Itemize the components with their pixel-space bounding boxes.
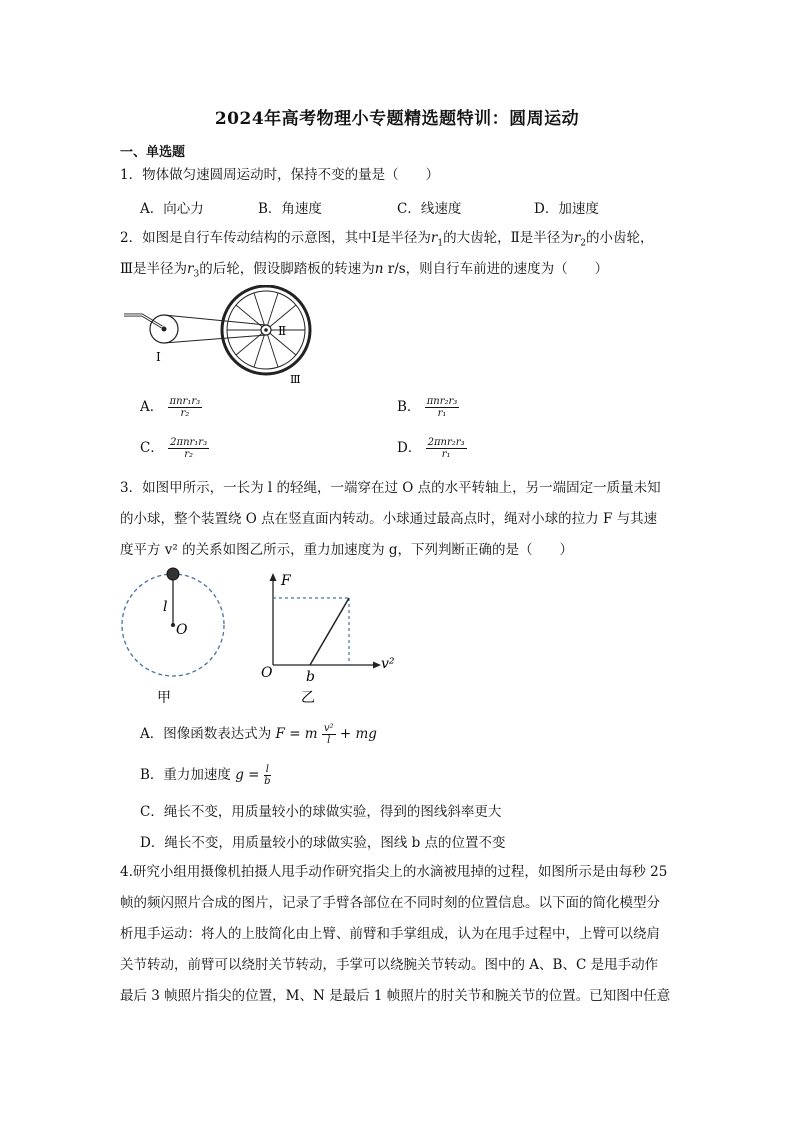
q4-line-3: 析甩手运动：将人的上肢简化由上臂、前臂和手掌组成，认为在甩手过程中，上臂可以绕肩 (120, 926, 660, 942)
figure-yi (261, 573, 395, 706)
label-l: l (163, 599, 168, 615)
q2-option-c: C． $\frac{\text{2πnr₁r₃}}{\text{r₂}}$ (140, 437, 208, 460)
q1-option-c: C．线速度 (397, 201, 462, 217)
label-v2-axis: v² (381, 656, 395, 672)
q3-option-a: A．图像函数表达式为 F = m $\frac{\text{v²}}{l}$ + mg (140, 723, 377, 746)
label-rear-wheel: Ⅲ (290, 373, 301, 385)
label-small-sprocket: Ⅱ (278, 324, 287, 338)
label-yi: 乙 (301, 690, 315, 706)
q4-line-5: 最后 3 帧照片指尖的位置，M、N 是最后 1 帧照片的肘关节和腕关节的位置。已知图中任意 (120, 988, 671, 1004)
q1-stem: 1．物体做匀速圆周运动时，保持不变的量是（ ） (120, 167, 440, 183)
label-big-sprocket: Ⅰ (156, 350, 161, 364)
q3-line-2: 的小球，整个装置绕 O 点在竖直面内转动。小球通过最高点时，绳对小球的拉力 F 与其速 (120, 511, 658, 527)
q3-option-c: C．绳长不变，用质量较小的球做实验，得到的图线斜率更大 (140, 804, 502, 820)
q2-line-2: Ⅲ是半径为$r_3$的后轮，假设脚踏板的转速为n r/s，则自行车前进的速度为（ ） (120, 261, 609, 280)
q3-figures (115, 565, 415, 710)
label-o-origin: O (261, 665, 273, 681)
q2-option-d: D． $\frac{\text{2πnr₂r₃}}{\text{r₁}}$ (397, 437, 465, 460)
label-b: b (306, 669, 315, 685)
label-f-axis: F (281, 573, 291, 589)
q2-option-b: B． $\frac{\text{πnr₂r₃}}{\text{r₁}}$ (397, 396, 458, 419)
q3-option-b: B．重力加速度 g = $\frac{l}{b}$ (140, 764, 271, 787)
q3-line-3: 度平方 v² 的关系如图乙所示，重力加速度为 g，下列判断正确的是（ ） (120, 542, 574, 558)
q2-line-1: 2．如图是自行车传动结构的示意图，其中Ⅰ是半径为$r_1$的大齿轮，Ⅱ是半径为$r_2$的小齿轮， (120, 230, 654, 249)
label-o-center: O (176, 622, 188, 638)
q1-option-b: B．角速度 (258, 201, 322, 217)
q1-option-d: D．加速度 (534, 201, 599, 217)
q2-option-a: A． $\frac{\text{πnr₁r₃}}{\text{r₂}}$ (140, 396, 201, 419)
q3-line-1: 3．如图甲所示，一长为 l 的轻绳，一端穿在过 O 点的水平转轴上，另一端固定一质量未知 (120, 480, 661, 496)
bicycle-transmission-diagram (120, 285, 320, 385)
q4-line-2: 帧的频闪照片合成的图片，记录了手臂各部位在不同时刻的位置信息。以下面的简化模型分 (120, 895, 660, 911)
q4-line-4: 关节转动，前臂可以绕肘关节转动，手掌可以绕腕关节转动。图中的 A、B、C 是甩手动作 (120, 957, 659, 973)
q3-option-d: D．绳长不变，用质量较小的球做实验，图线 b 点的位置不变 (140, 835, 506, 851)
q4-line-1: 4.研究小组用摄像机拍摄人甩手动作研究指尖上的水滴被甩掉的过程，如图所示是由每秒 25 (120, 864, 668, 880)
section-heading: 一、单选题 (120, 145, 186, 160)
figure-jia (122, 568, 224, 706)
q1-option-a: A．向心力 (140, 201, 204, 217)
page-title: 2024年高考物理小专题精选题特训：圆周运动 (214, 109, 580, 129)
label-jia: 甲 (157, 690, 171, 706)
